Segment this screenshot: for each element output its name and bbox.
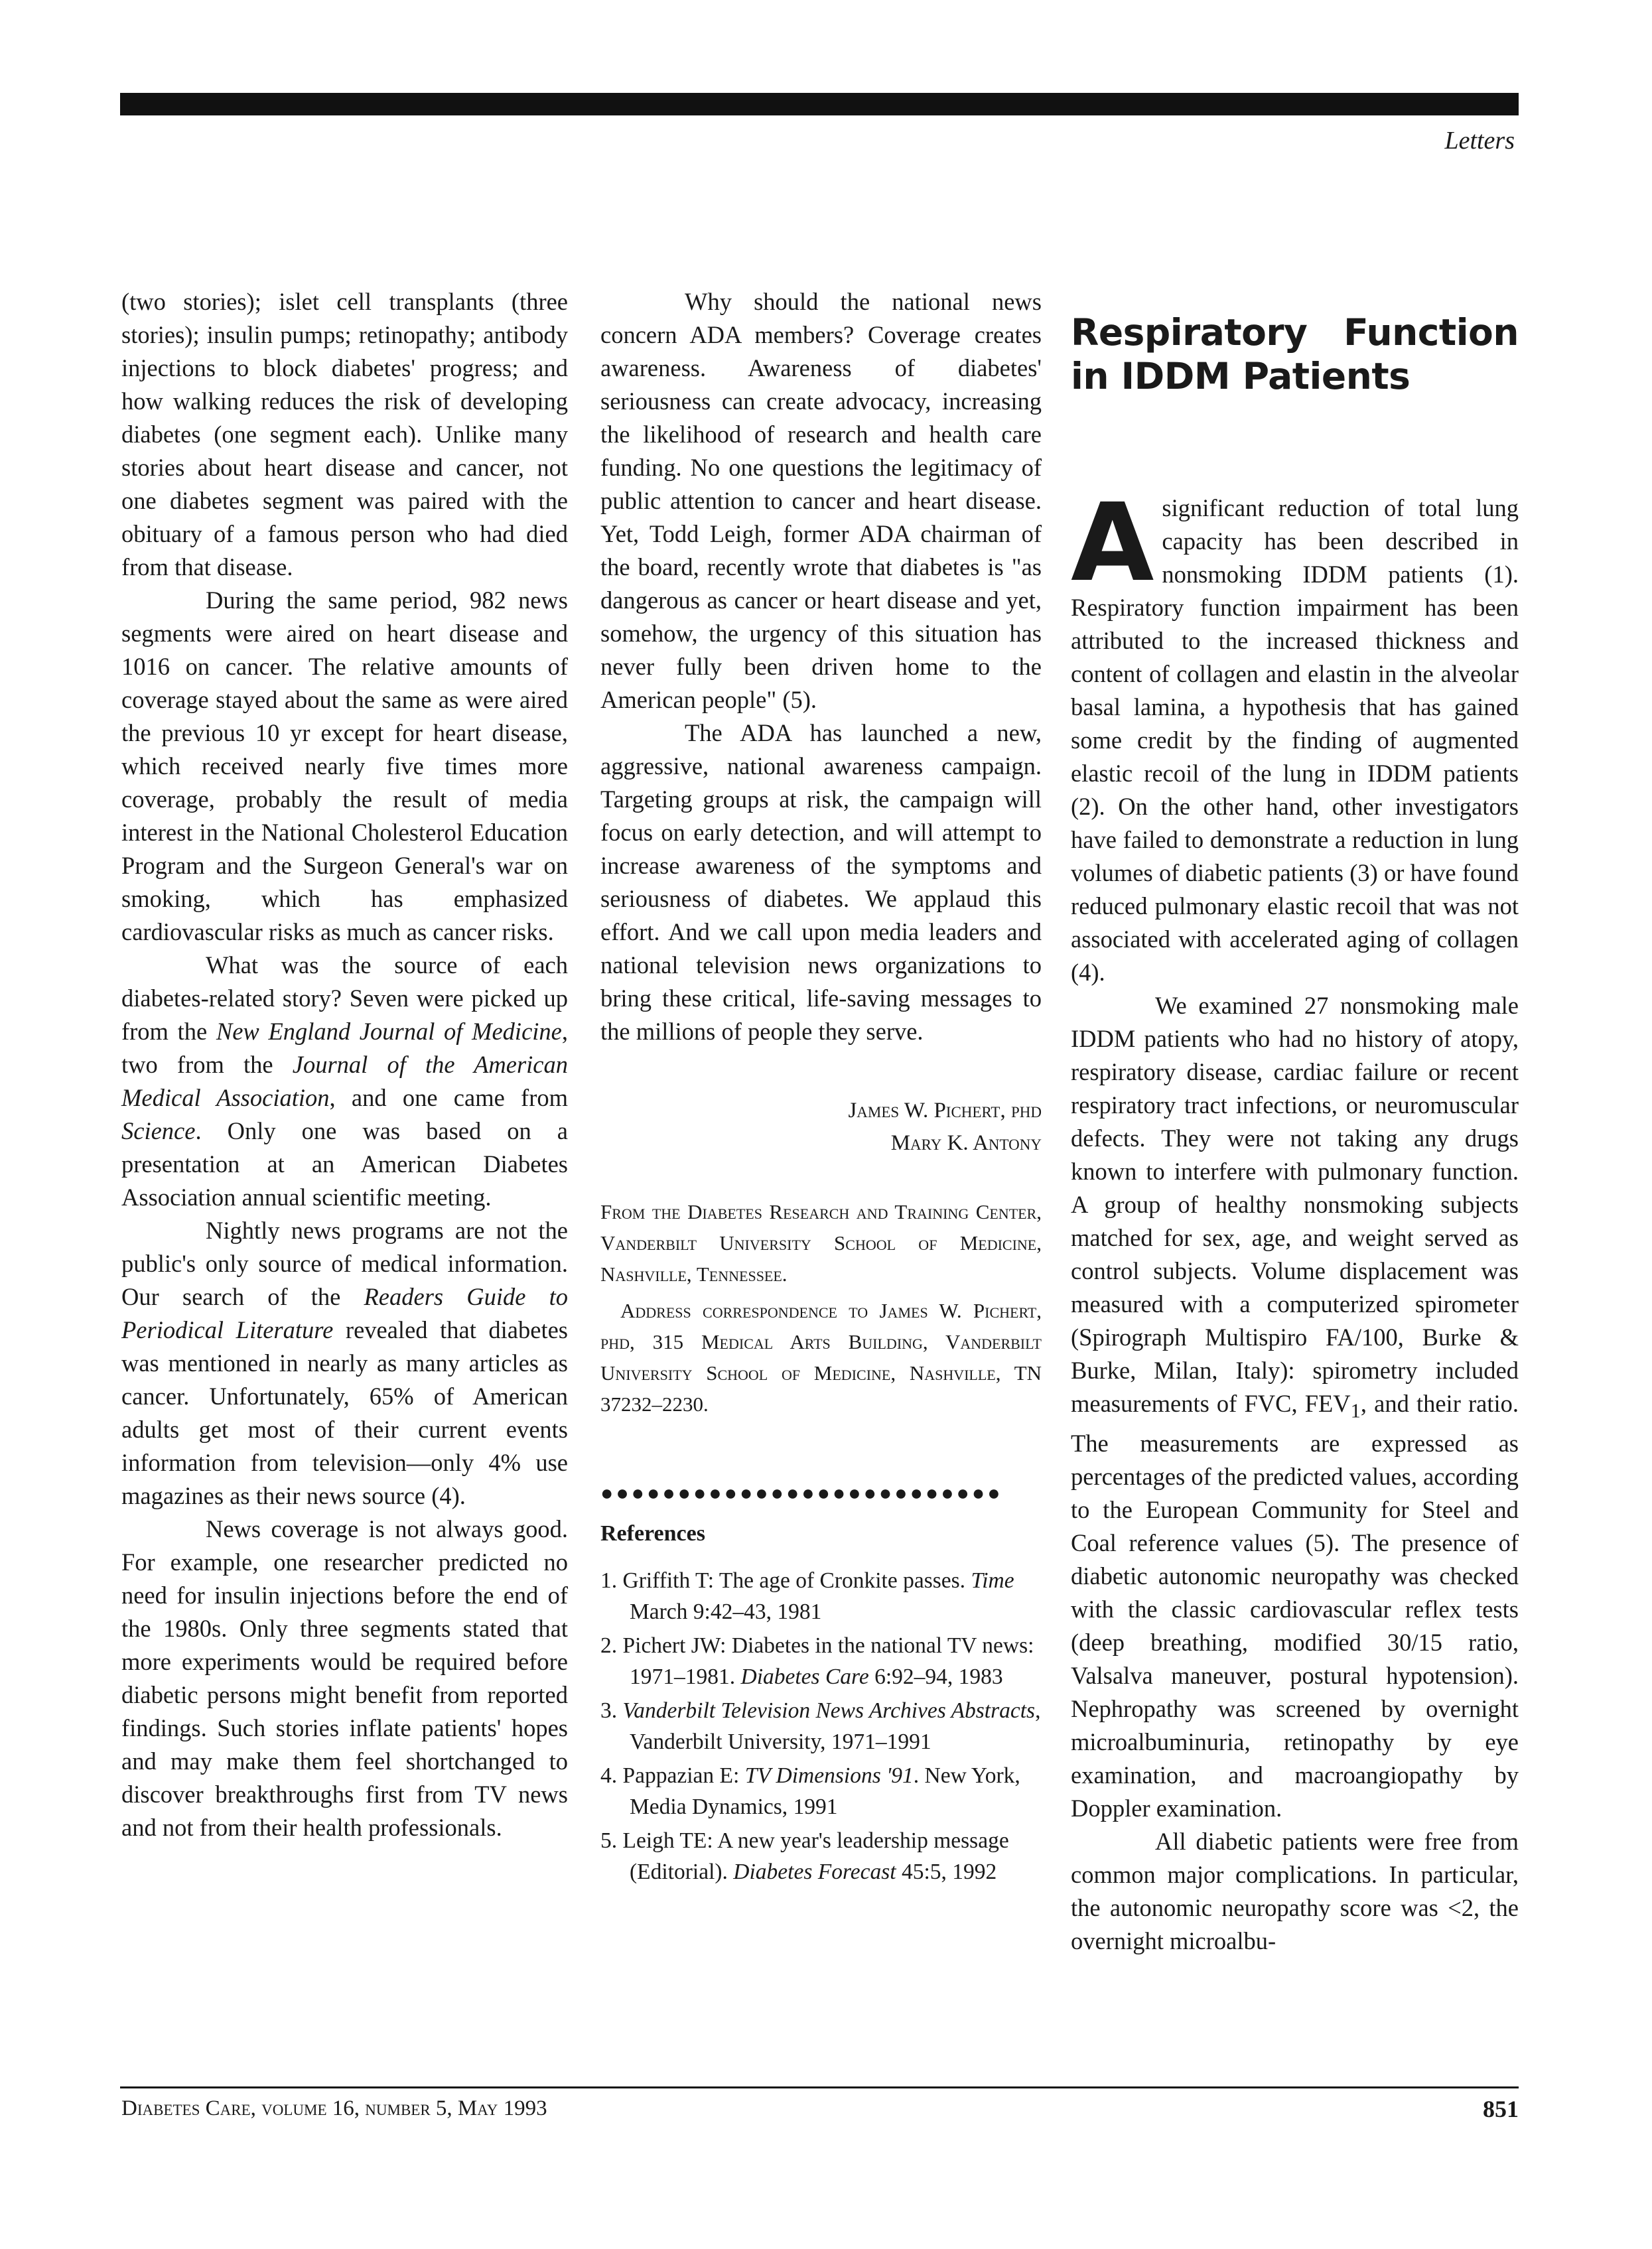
correspondence-address: Address correspondence to James W. Pichert, phd, 315 Medical Arts Building, Vanderbilt University School of Medicine, Nashville, TN 37232–2230. [600,1299,1042,1416]
top-rule [120,93,1519,115]
paragraph: During the same period, 982 news segments were aired on heart disease and 1016 on cancer. The relative amounts of coverage stayed about the same as were aired the previous 10 yr except for heart disease, which received nearly five times more coverage, probably the result of media interest in the National Cholesterol Education Program and the Surgeon General's war on smoking, which has emphasized cardiovascular risks as much as cancer risks. [121,586,568,945]
column-left [121,285,568,1844]
journal-citation: Diabetes Care, volume 16, number 5, May 1993 [121,2096,547,2120]
reference-item: 5. Leigh TE: A new year's leadership message (Editorial). Diabetes Forecast 45:5, 1992 [600,1828,1009,1884]
reference-item: 1. Griffith T: The age of Cronkite passes. Time March 9:42–43, 1981 [600,1568,1014,1624]
column-middle [600,285,1042,1890]
reference-item: 4. Pappazian E: TV Dimensions '91. New York, Media Dynamics, 1991 [600,1763,1020,1819]
reference-item: 2. Pichert JW: Diabetes in the national TV news: 1971–1981. Diabetes Care 6:92–94, 1983 [600,1633,1034,1689]
footer-rule [120,2086,1519,2088]
section-label: Letters [1444,127,1515,155]
author-affiliation: From the Diabetes Research and Training Center, Vanderbilt University School of Medicine, Nashville, Tennessee. [600,1200,1042,1286]
paragraph: A significant reduction of total lung capacity has been described in nonsmoking IDDM patients (1). Respiratory function impairment has been attributed to the increased thickness and content of collagen and elastin in the alveolar basal lamina, a hypothesis that has gained some credit by the finding of augmented elastic recoil of the lung in IDDM patients (2). On the other hand, other investigators have failed to demonstrate a reduction in lung volumes of diabetic patients (3) or have found reduced pulmonary elastic recoil that was not associated with accelerated aging of collagen (4). [1071,481,1519,986]
paragraph: (two stories); islet cell transplants (three stories); insulin pumps; retinopathy; antibody injections to block diabetes' progress; and how walking reduces the risk of developing diabetes (one segment each). Unlike many stories about heart disease and cancer, not one diabetes segment was paired with the obituary of a famous person who had died from that disease. [121,288,568,580]
reference-item: 3. Vanderbilt Television News Archives Abstracts, Vanderbilt University, 1971–1991 [600,1698,1041,1754]
paragraph: The ADA has launched a new, aggressive, national awareness campaign. Targeting groups at risk, the campaign will focus on early detection, and will attempt to increase awareness of the symptoms and seriousness of diabetes. We applaud this effort. And we call upon media leaders and national television news organizations to bring these critical, life-saving messages to the millions of people they serve. [600,719,1042,1045]
paragraph: Nightly news programs are not the public's only source of medical information. Our search of the Readers Guide to Periodical Literature revealed that diabetes was mentioned in nearly as many articles as cancer. Unfortunately, 65% of American adults get most of their current events information from television—only 4% use magazines as their news source (4). [121,1217,568,1509]
column-right [1071,310,1519,1958]
paragraph: News coverage is not always good. For example, one researcher predicted no need for insulin injections before the end of the 1980s. Only three segments stated that more experiments would be required before diabetic persons might benefit from reported findings. Such stories inflate patients' hopes and may make them feel shortchanged to discover breakthroughs first from TV news and not from their health professionals. [121,1515,568,1841]
references-list [600,1565,1042,1887]
page-number: 851 [1483,2096,1519,2122]
paragraph: Why should the national news concern ADA members? Coverage creates awareness. Awareness of diabetes' seriousness can create advocacy, increasing the likelihood of research and health care funding. No one questions the legitimacy of public attention to cancer and heart disease. Yet, Todd Leigh, former ADA chairman of the board, recently wrote that diabetes is "as dangerous as cancer or heart disease and yet, somehow, the urgency of this situation has never fully been driven home to the American people" (5). [600,288,1042,713]
paragraph: All diabetic patients were free from common major complications. In particular, the autonomic neuropathy score was <2, the overnight microalbu- [1071,1828,1519,1955]
dotted-divider: ●●●●●●●●●●●●●●●●●●●●●●●●●● [600,1481,1003,1505]
paragraph: We examined 27 nonsmoking male IDDM patients who had no history of atopy, respiratory disease, cardiac failure or recent respiratory tract infections, or neuromuscular defects. They were not taking any drugs known to interfere with pulmonary function. A group of healthy nonsmoking subjects matched for sex, age, and weight served as control subjects. Volume displacement was measured with a computerized spirometer (Spirograph Multispiro FA/100, Burke & Burke, Milan, Italy): spirometry included measurements of FVC, $FEV_1$, and their ratio. The measurements are expressed as percentages of the predicted values, according to the European Community for Steel and Coal reference values (5). The presence of diabetic autonomic neuropathy was checked with the classic cardiovascular reflex tests (deep breathing, modified 30/15 ratio, Valsalva maneuver, postural hypotension). Nephropathy was screened by overnight microalbuminuria, retinopathy by eye examination, and macroangiopathy by Doppler examination. [1071,992,1519,1822]
references-heading: References [600,1521,705,1546]
paragraph: What was the source of each diabetes-related story? Seven were picked up from the New England Journal of Medicine, two from the Journal of the American Medical Association, and one came from Science. Only one was based on a presentation at an American Diabetes Association annual scientific meeting. [121,951,568,1211]
author-signature: James W. Pichert, phd Mary K. Antony [848,1099,1042,1155]
drop-cap: A [1071,481,1154,606]
article-title: Respiratory Function in IDDM Patients [1071,311,1519,397]
